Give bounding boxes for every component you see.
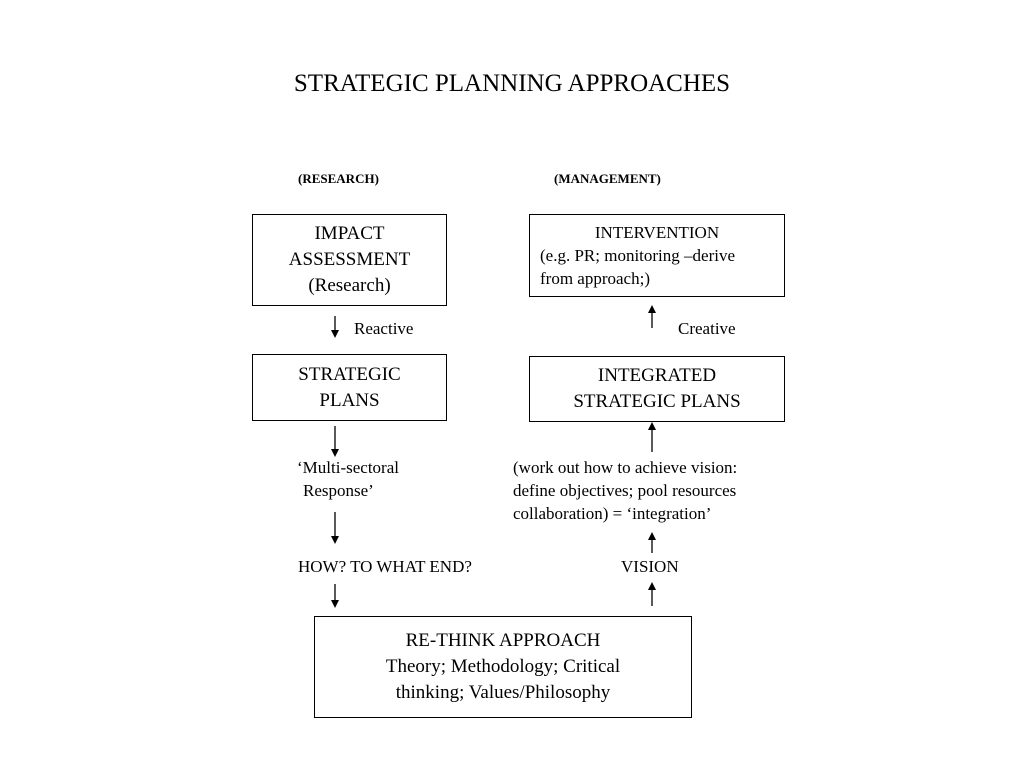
work-line: collaboration) = ‘integration’ xyxy=(513,504,712,523)
integrated-box-line: STRATEGIC PLANS xyxy=(573,391,741,412)
impact-box-line: (Research) xyxy=(308,275,391,296)
integrated-box-line: INTEGRATED xyxy=(597,365,717,386)
rethink-box-line: RE-THINK APPROACH xyxy=(405,630,601,651)
intervention-box-line: INTERVENTION xyxy=(594,223,720,242)
strategic-box-line: PLANS xyxy=(319,389,380,411)
rethink-box-line: Theory; Methodology; Critical xyxy=(385,656,621,677)
impact-box-line: ASSESSMENT xyxy=(288,249,411,270)
how-to-what-end-text: HOW? TO WHAT END? xyxy=(298,557,472,576)
impact-box-line: IMPACT xyxy=(314,223,385,244)
response-line: Response’ xyxy=(303,481,374,500)
reactive-label: Reactive xyxy=(354,319,414,338)
vision-text: VISION xyxy=(621,557,679,576)
management-column-heading: (MANAGEMENT) xyxy=(554,171,661,186)
page-title: STRATEGIC PLANNING APPROACHES xyxy=(293,70,731,97)
intervention-box-line: from approach;) xyxy=(540,269,650,288)
intervention-box-line: (e.g. PR; monitoring –derive xyxy=(540,246,736,265)
rethink-box-line: thinking; Values/Philosophy xyxy=(395,682,611,703)
response-line: ‘Multi-sectoral xyxy=(297,458,399,477)
work-line: define objectives; pool resources xyxy=(513,481,737,500)
work-line: (work out how to achieve vision: xyxy=(513,458,738,477)
research-column-heading: (RESEARCH) xyxy=(298,171,379,186)
strategic-box-line: STRATEGIC xyxy=(298,363,401,385)
creative-label: Creative xyxy=(678,319,736,338)
